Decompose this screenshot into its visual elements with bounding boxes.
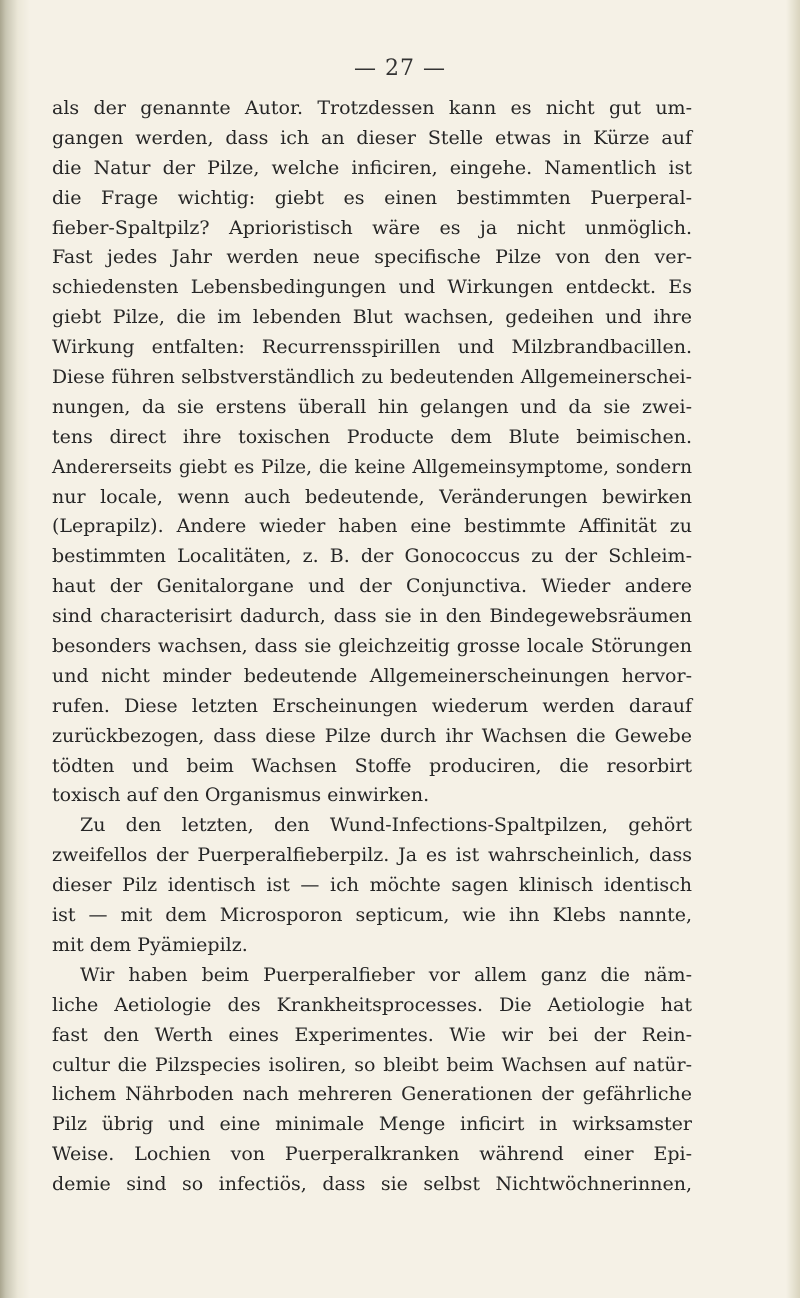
text-line: als der genannte Autor. Trotzdessen kann es nicht gut um- <box>52 97 692 119</box>
text-line: giebt Pilze, die im lebenden Blut wachsen, gedeihen und ihre <box>52 306 692 329</box>
text-line: die Natur der Pilze, welche inficiren, eingehe. Namentlich ist <box>52 156 692 179</box>
text-line: ist — mit dem Microsporon septicum, wie ihn Klebs nannte, <box>52 904 692 927</box>
text-line: gangen werden, dass ich an dieser Stelle etwas in Kürze auf <box>52 126 692 149</box>
text-line: Zu den letzten, den Wund-Infections-Spaltpilzen, gehört <box>80 814 692 837</box>
page-number: — 27 — <box>354 56 446 81</box>
text-line: nur locale, wenn auch bedeutende, Veränderungen bewirken <box>52 485 692 508</box>
text-line: toxisch auf den Organismus einwirken. <box>52 784 430 807</box>
text-line: sind characterisirt dadurch, dass sie in den Bindegewebsräumen <box>52 605 692 628</box>
text-line: und nicht minder bedeutende Allgemeinerscheinungen hervor- <box>52 664 692 687</box>
text-line: zweifellos der Puerperalfieberpilz. Ja es ist wahrscheinlich, dass <box>52 844 692 867</box>
text-line: die Frage wichtig: giebt es einen bestimmten Puerperal- <box>52 186 692 209</box>
text-line: mit dem Pyämiepilz. <box>52 933 248 956</box>
text-line: tens direct ihre toxischen Producte dem Blute beimischen. <box>52 425 692 448</box>
text-line: rufen. Diese letzten Erscheinungen wiederum werden darauf <box>52 694 692 717</box>
text-line: fieber-Spaltpilz? Aprioristisch wäre es ja nicht unmöglich. <box>52 216 692 239</box>
text-line: liche Aetiologie des Krankheitsprocesses. Die Aetiologie hat <box>52 993 692 1016</box>
text-line: dieser Pilz identisch ist — ich möchte sagen klinisch identisch <box>52 874 692 897</box>
page-edge-shadow <box>786 0 800 1298</box>
text-line: schiedensten Lebensbedingungen und Wirkungen entdeckt. Es <box>52 276 692 299</box>
text-line: demie sind so infectiös, dass sie selbst Nichtwöchnerinnen, <box>52 1173 692 1196</box>
text-line: Pilz übrig und eine minimale Menge inficirt in wirksamster <box>52 1113 692 1136</box>
text-line: Weise. Lochien von Puerperalkranken während einer Epi- <box>52 1143 692 1166</box>
body-text <box>52 94 692 1200</box>
text-line: tödten und beim Wachsen Stoffe produciren, die resorbirt <box>52 754 692 777</box>
text-line: fast den Werth eines Experimentes. Wie wir bei der Rein- <box>52 1023 692 1046</box>
binding-shadow <box>0 0 30 1298</box>
text-line: Diese führen selbstverständlich zu bedeutenden Allgemeinerschei- <box>52 367 692 389</box>
text-line: nungen, da sie erstens überall hin gelangen und da sie zwei- <box>52 395 692 418</box>
text-line: bestimmten Localitäten, z. B. der Gonococcus zu der Schleim- <box>52 545 692 568</box>
text-line: Andererseits giebt es Pilze, die keine Allgemeinsymptome, sondern <box>52 456 692 478</box>
text-line: Wirkung entfalten: Recurrensspirillen und Milzbrandbacillen. <box>52 336 692 359</box>
text-line: Fast jedes Jahr werden neue specifische Pilze von den ver- <box>52 246 692 269</box>
text-line: Wir haben beim Puerperalfieber vor allem ganz die näm- <box>80 963 692 986</box>
text-line: haut der Genitalorgane und der Conjunctiva. Wieder andere <box>52 575 692 598</box>
text-line: (Leprapilz). Andere wieder haben eine bestimmte Affinität zu <box>52 515 692 538</box>
text-line: lichem Nährboden nach mehreren Generationen der gefährliche <box>52 1083 692 1106</box>
text-line: besonders wachsen, dass sie gleichzeitig grosse locale Störungen <box>52 635 692 658</box>
text-line: cultur die Pilzspecies isoliren, so bleibt beim Wachsen auf natür- <box>52 1053 692 1076</box>
text-line: zurückbezogen, dass diese Pilze durch ihr Wachsen die Gewebe <box>52 724 692 747</box>
